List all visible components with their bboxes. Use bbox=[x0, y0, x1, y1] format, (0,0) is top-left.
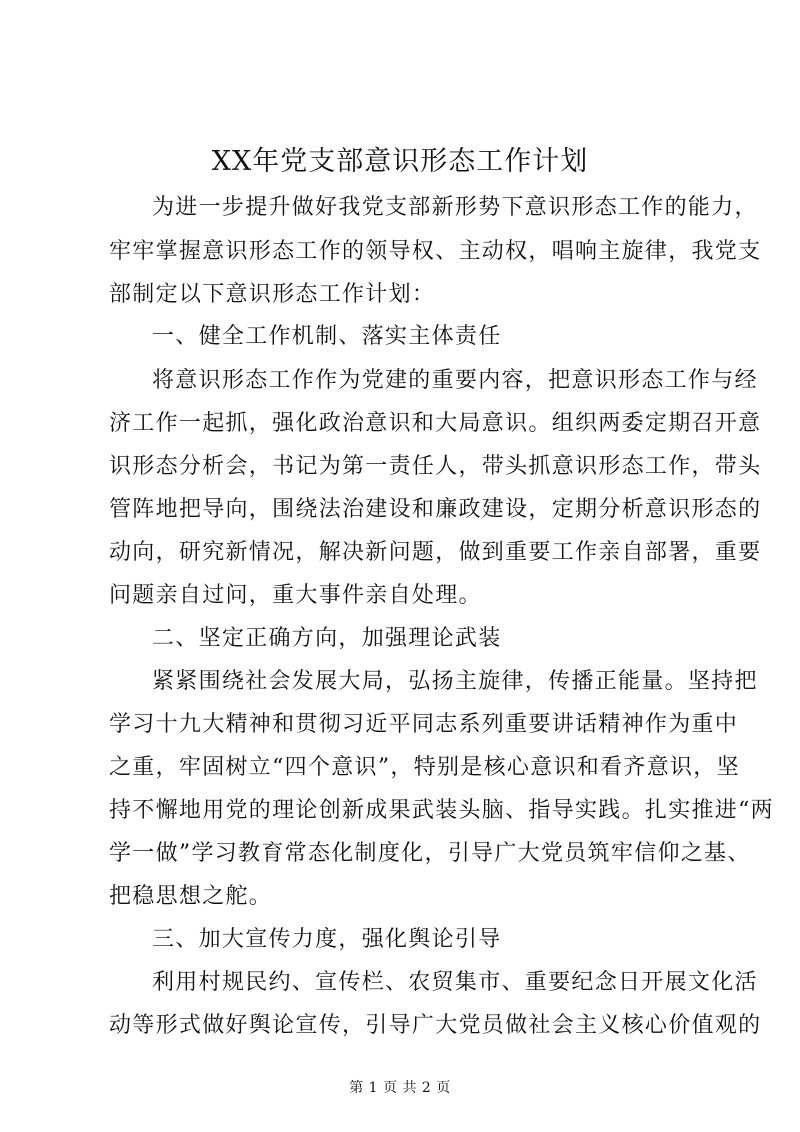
body-line: 管阵地把导向，围绕法治建设和廉政建设，定期分析意识形态的 bbox=[109, 497, 762, 522]
body-line: 动向，研究新情况，解决新问题，做到重要工作亲自部署，重要 bbox=[109, 540, 762, 565]
document-title: XX年党支部意识形态工作计划 bbox=[211, 146, 589, 177]
body-line: 部制定以下意识形态工作计划： bbox=[109, 282, 436, 307]
body-line: 持不懈地用党的理论创新成果武装头脑、指导实践。扎实推进“两 bbox=[109, 798, 774, 823]
body-line: 牢牢掌握意识形态工作的领导权、主动权，唱响主旋律，我党支 bbox=[109, 239, 762, 264]
body-line: 识形态分析会，书记为第一责任人，带头抓意识形态工作，带头 bbox=[109, 454, 762, 479]
section-heading: 一、健全工作机制、落实主体责任 bbox=[152, 324, 502, 349]
section-heading: 三、加大宣传力度，强化舆论引导 bbox=[152, 927, 502, 952]
body-line: 将意识形态工作作为党建的重要内容，把意识形态工作与经 bbox=[152, 368, 758, 393]
section-heading: 二、坚定正确方向，加强理论武装 bbox=[152, 626, 502, 651]
body-line: 之重，牢固树立“四个意识”，特别是核心意识和看齐意识，坚 bbox=[109, 755, 740, 780]
page-footer: 第 1 页 共 2 页 bbox=[349, 1080, 451, 1096]
body-line: 为进一步提升做好我党支部新形势下意识形态工作的能力， bbox=[152, 195, 758, 220]
body-line: 利用村规民约、宣传栏、农贸集市、重要纪念日开展文化活 bbox=[152, 970, 758, 995]
body-line: 把稳思想之舵。 bbox=[109, 884, 273, 909]
body-line: 学一做”学习教育常态化制度化，引导广大党员筑牢信仰之基、 bbox=[109, 841, 751, 866]
body-line: 紧紧围绕社会发展大局，弘扬主旋律，传播正能量。坚持把 bbox=[152, 669, 758, 694]
body-line: 问题亲自过问，重大事件亲自处理。 bbox=[109, 583, 482, 608]
body-line: 学习十九大精神和贯彻习近平同志系列重要讲话精神作为重中 bbox=[109, 712, 739, 737]
body-line: 动等形式做好舆论宣传，引导广大党员做社会主义核心价值观的 bbox=[109, 1013, 762, 1038]
body-line: 济工作一起抓，强化政治意识和大局意识。组织两委定期召开意 bbox=[109, 411, 762, 436]
